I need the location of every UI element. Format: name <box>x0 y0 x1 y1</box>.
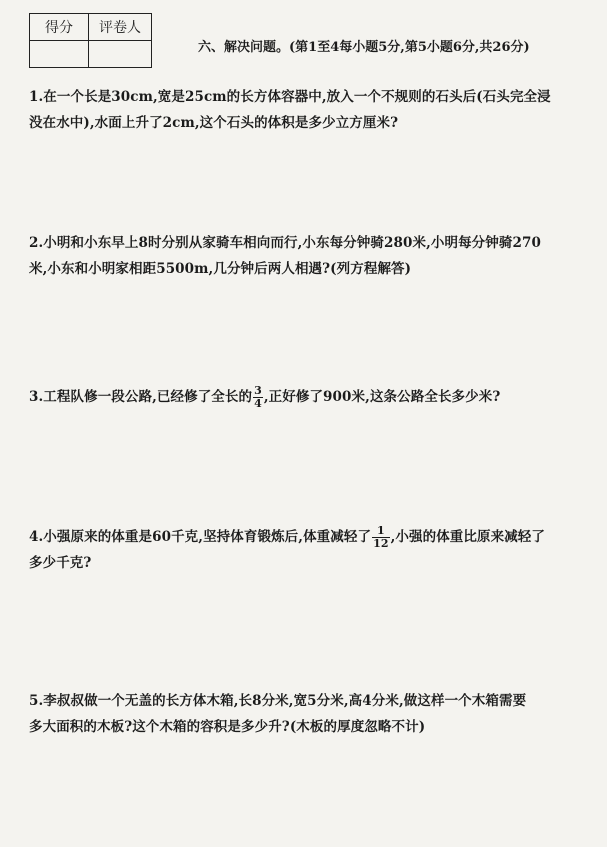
question-1 <box>29 84 581 136</box>
question-2-line-1: 2.小明和小东早上8时分别从家骑车相向而行,小东每分钟骑280米,小明每分钟骑270 <box>29 235 541 251</box>
reviewer-label-cell: 评卷人 <box>89 14 152 41</box>
question-4-text-before: 4.小强原来的体重是60千克,坚持体育锻炼后,体重减轻了 <box>29 529 372 545</box>
question-3-text-before: 3.工程队修一段公路,已经修了全长的 <box>29 389 253 405</box>
question-1-line-1: 1.在一个长是30cm,宽是25cm的长方体容器中,放入一个不规则的石头后(石头完全浸 <box>29 89 551 105</box>
question-5 <box>29 688 581 740</box>
question-3-fraction <box>253 385 263 410</box>
question-4-fraction <box>372 525 390 550</box>
reviewer-input-cell[interactable] <box>89 41 152 68</box>
question-4-text-after: ,小强的体重比原来减轻了 <box>390 529 546 545</box>
question-4-line-2: 多少千克? <box>29 555 92 571</box>
question-3-fraction-numerator: 3 <box>254 384 262 397</box>
score-table <box>29 13 152 68</box>
score-label-cell: 得分 <box>30 14 89 41</box>
question-2-line-2: 米,小东和小明家相距5500m,几分钟后两人相遇?(列方程解答) <box>29 261 412 277</box>
question-4-fraction-denominator: 12 <box>373 537 389 550</box>
score-input-cell[interactable] <box>30 41 89 68</box>
question-4 <box>29 524 581 576</box>
question-3-fraction-denominator: 4 <box>254 397 262 410</box>
question-4-fraction-numerator: 1 <box>372 525 390 538</box>
question-1-line-2: 没在水中),水面上升了2cm,这个石头的体积是多少立方厘米? <box>29 115 399 131</box>
question-3 <box>29 384 581 410</box>
question-3-text-after: ,正好修了900米,这条公路全长多少米? <box>263 389 501 405</box>
question-2 <box>29 230 581 282</box>
section-title: 六、解决问题。(第1至4每小题5分,第5小题6分,共26分) <box>198 40 530 55</box>
question-5-line-2: 多大面积的木板?这个木箱的容积是多少升?(木板的厚度忽略不计) <box>29 719 426 735</box>
question-5-line-1: 5.李叔叔做一个无盖的长方体木箱,长8分米,宽5分米,高4分米,做这样一个木箱需要 <box>29 693 527 709</box>
